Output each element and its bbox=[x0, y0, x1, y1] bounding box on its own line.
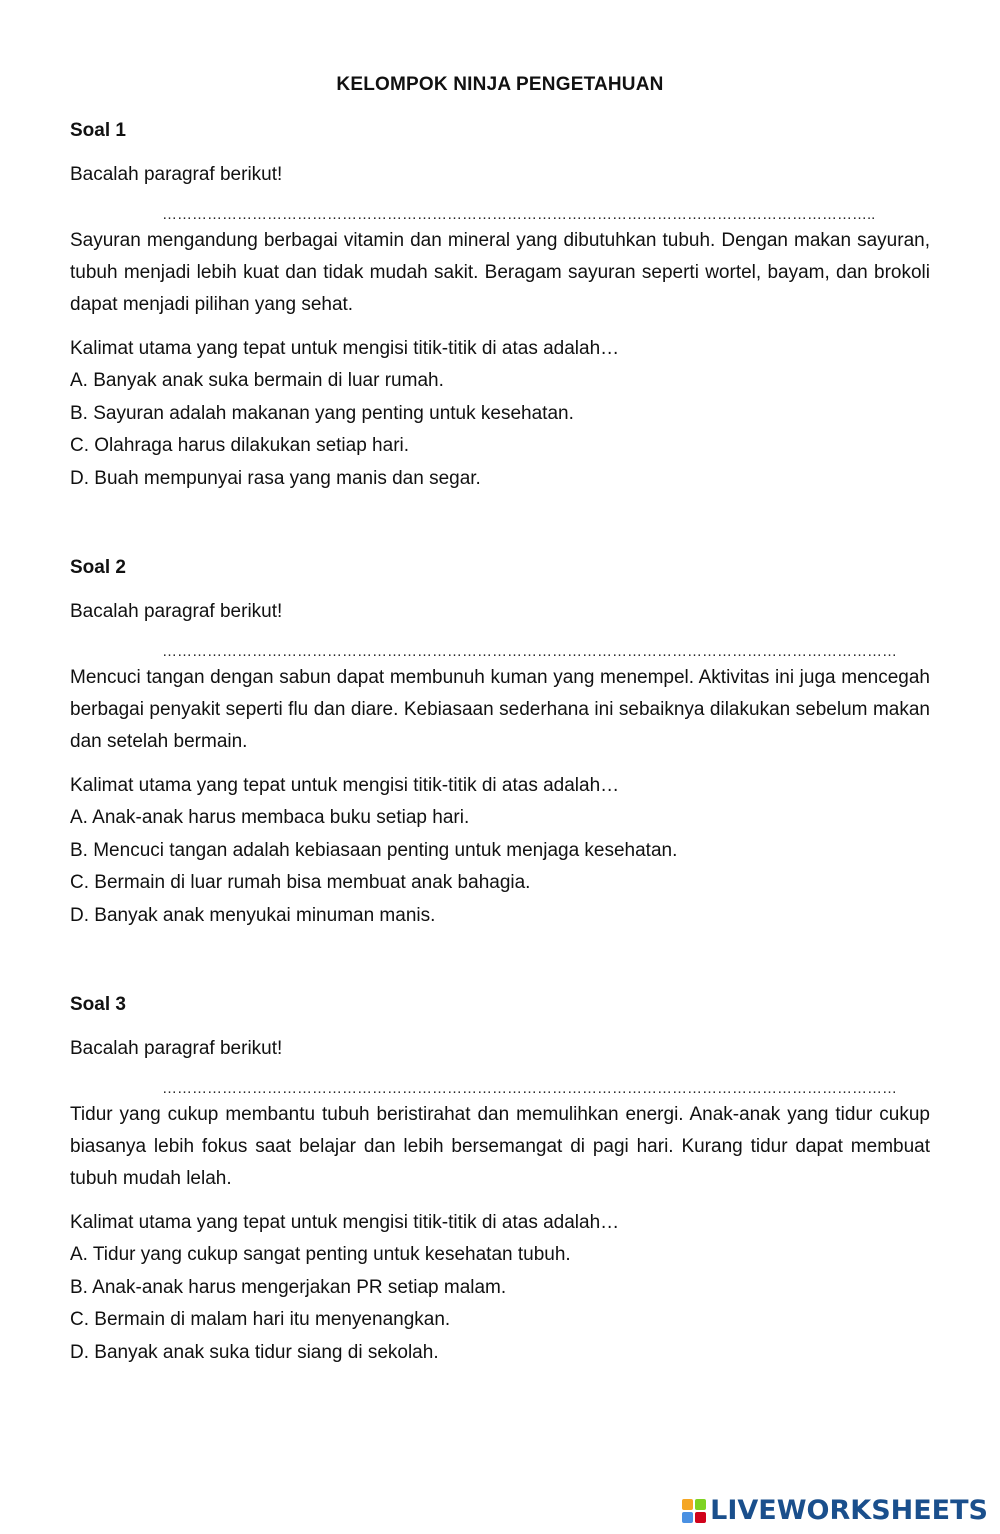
answer-option-a[interactable]: A. Banyak anak suka bermain di luar rumah. bbox=[70, 370, 444, 391]
answer-option-b[interactable]: B. Anak-anak harus mengerjakan PR setiap malam. bbox=[70, 1276, 507, 1298]
worksheet-page bbox=[70, 70, 930, 1369]
instruction-text: Bacalah paragraf berikut! bbox=[70, 601, 283, 622]
logo-square-icon bbox=[682, 1499, 693, 1510]
answer-option-b[interactable]: B. Mencuci tangan adalah kebiasaan penting untuk menjaga kesehatan. bbox=[70, 839, 678, 861]
answer-option-c[interactable]: C. Bermain di luar rumah bisa membuat anak bahagia. bbox=[70, 872, 531, 893]
fill-in-blank-line[interactable]: …………………………………………………………………………………………………………………………….. bbox=[162, 206, 876, 223]
answer-option-a[interactable]: A. Anak-anak harus membaca buku setiap hari. bbox=[70, 807, 470, 828]
fill-in-blank-line[interactable]: ………………………………………………………………………………………………………………………………… bbox=[162, 643, 897, 660]
reading-paragraph: Sayuran mengandung berbagai vitamin dan mineral yang dibutuhkan tubuh. Dengan makan sayuran, tubuh menjadi lebih kuat dan tidak mudah sakit. Beragam sayuran seperti wortel, bayam, dan brokoli dapat menjadi pilihan yang sehat. bbox=[70, 230, 930, 315]
liveworksheets-logo-icon bbox=[682, 1499, 706, 1523]
answer-option-d[interactable]: D. Banyak anak suka tidur siang di sekolah. bbox=[70, 1341, 439, 1363]
answer-option-d[interactable]: D. Buah mempunyai rasa yang manis dan segar. bbox=[70, 467, 481, 489]
instruction-text: Bacalah paragraf berikut! bbox=[70, 164, 283, 185]
question-heading: Soal 3 bbox=[70, 994, 126, 1015]
logo-text: LIVEWORKSHEETS bbox=[710, 1495, 988, 1526]
question-block-2 bbox=[70, 557, 930, 932]
answer-options bbox=[70, 1239, 930, 1369]
question-block-3 bbox=[70, 994, 930, 1369]
reading-paragraph: Tidur yang cukup membantu tubuh beristirahat dan memulihkan energi. Anak-anak yang tidur cukup biasanya lebih fokus saat belajar dan lebih bersemangat di pagi hari. Kurang tidur dapat membuat tubuh mudah lelah. bbox=[70, 1104, 930, 1189]
answer-option-d[interactable]: D. Banyak anak menyukai minuman manis. bbox=[70, 904, 436, 926]
logo-square-icon bbox=[682, 1512, 693, 1523]
answer-option-c[interactable]: C. Olahraga harus dilakukan setiap hari. bbox=[70, 435, 410, 456]
answer-option-c[interactable]: C. Bermain di malam hari itu menyenangkan. bbox=[70, 1309, 451, 1330]
answer-options bbox=[70, 365, 930, 495]
logo-square-icon bbox=[695, 1499, 706, 1510]
question-prompt: Kalimat utama yang tepat untuk mengisi titik-titik di atas adalah… bbox=[70, 1212, 620, 1233]
question-prompt: Kalimat utama yang tepat untuk mengisi titik-titik di atas adalah… bbox=[70, 338, 620, 359]
question-heading: Soal 1 bbox=[70, 120, 126, 141]
fill-in-blank-line[interactable]: ………………………………………………………………………………………………………………………………… bbox=[162, 1080, 897, 1097]
answer-option-b[interactable]: B. Sayuran adalah makanan yang penting untuk kesehatan. bbox=[70, 402, 574, 424]
liveworksheets-logo[interactable] bbox=[682, 1495, 988, 1526]
instruction-text: Bacalah paragraf berikut! bbox=[70, 1038, 283, 1059]
answer-options bbox=[70, 802, 930, 932]
question-block-1 bbox=[70, 120, 930, 495]
worksheet-title: KELOMPOK NINJA PENGETAHUAN bbox=[336, 74, 664, 95]
question-prompt: Kalimat utama yang tepat untuk mengisi titik-titik di atas adalah… bbox=[70, 775, 620, 796]
question-heading: Soal 2 bbox=[70, 557, 126, 578]
logo-square-icon bbox=[695, 1512, 706, 1523]
reading-paragraph: Mencuci tangan dengan sabun dapat membunuh kuman yang menempel. Aktivitas ini juga mencegah berbagai penyakit seperti flu dan diare. Kebiasaan sederhana ini sebaiknya dilakukan sebelum makan dan setelah bermain. bbox=[70, 667, 930, 752]
answer-option-a[interactable]: A. Tidur yang cukup sangat penting untuk kesehatan tubuh. bbox=[70, 1244, 571, 1265]
